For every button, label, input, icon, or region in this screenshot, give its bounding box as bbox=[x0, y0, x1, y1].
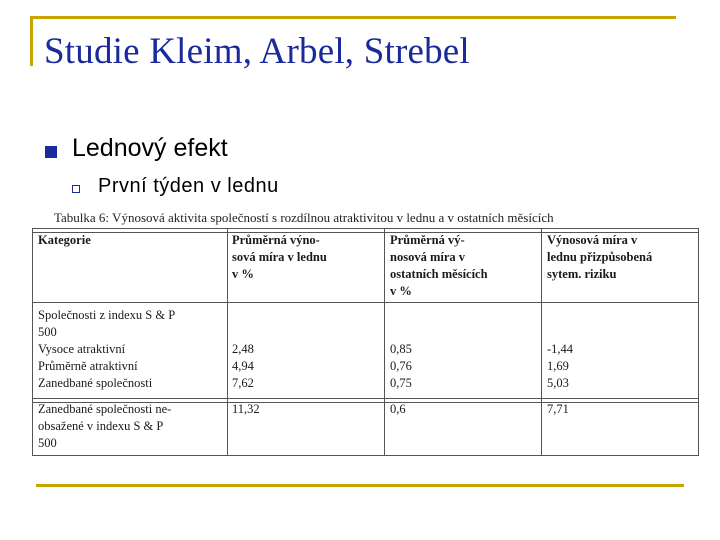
header-col2-line3: v % bbox=[232, 267, 254, 281]
frame-bottom-line bbox=[36, 484, 684, 487]
table-col-line-1 bbox=[227, 228, 228, 456]
table-cell: -1,44 bbox=[547, 342, 574, 356]
table-header-separator bbox=[32, 302, 699, 303]
frame-top-line bbox=[30, 16, 676, 19]
header-col4-line2: lednu přizpůsobená bbox=[547, 250, 653, 264]
header-kategorie bbox=[38, 232, 91, 249]
table-cell: 500 bbox=[38, 436, 57, 450]
header-col3-line3: ostatních měsících bbox=[390, 267, 488, 281]
table-border-top bbox=[32, 228, 699, 229]
table-border-bottom bbox=[32, 455, 699, 456]
table-group-separator bbox=[32, 398, 699, 399]
table-cell bbox=[232, 324, 254, 341]
table-cell: 11,32 bbox=[232, 402, 260, 416]
hollow-square-bullet-icon bbox=[72, 185, 80, 193]
group2-other-months-value bbox=[390, 401, 406, 418]
header-col2-line2: sová míra v lednu bbox=[232, 250, 327, 264]
group1-january-values bbox=[232, 307, 254, 392]
header-other-months-return bbox=[390, 232, 538, 300]
header-col3-line4: v % bbox=[390, 284, 412, 298]
group2-january-value bbox=[232, 401, 260, 418]
group1-other-months-values bbox=[390, 307, 412, 392]
square-bullet-icon bbox=[45, 146, 57, 158]
bullet-level2-text: První týden v lednu bbox=[98, 175, 279, 197]
slide-title: Studie Kleim, Arbel, Strebel bbox=[44, 31, 470, 72]
table-cell: 5,03 bbox=[547, 376, 569, 390]
table-cell: 0,76 bbox=[390, 359, 412, 373]
header-january-return bbox=[232, 232, 380, 283]
header-col4-line1: Výnosová míra v bbox=[547, 233, 638, 247]
table-cell bbox=[547, 324, 573, 341]
table-caption: Tabulka 6: Výnosová aktivita společností s rozdílnou atraktivitou v lednu a v ostatních měsících bbox=[54, 210, 554, 225]
header-col4-line3: sytem. riziku bbox=[547, 267, 617, 281]
table-cell: 500 bbox=[38, 325, 57, 339]
table-cell: 0,85 bbox=[390, 342, 412, 356]
table-cell: 1,69 bbox=[547, 359, 569, 373]
table-cell: 7,71 bbox=[547, 402, 569, 416]
header-col3-line2: nosová míra v bbox=[390, 250, 465, 264]
group2-categories bbox=[38, 401, 171, 452]
header-risk-adjusted-return bbox=[547, 232, 695, 283]
bullet-level1-text: Lednový efekt bbox=[72, 134, 228, 162]
table-cell: Vysoce atraktivní bbox=[38, 342, 126, 356]
returns-table bbox=[32, 228, 699, 456]
table-col-line-4 bbox=[698, 228, 699, 456]
table-col-line-2 bbox=[384, 228, 385, 456]
table-cell bbox=[390, 307, 412, 324]
table-cell bbox=[232, 307, 254, 324]
frame-left-line bbox=[30, 16, 33, 66]
group1-categories bbox=[38, 307, 175, 392]
group1-risk-adjusted-values bbox=[547, 307, 573, 392]
table-cell: obsažené v indexu S & P bbox=[38, 419, 164, 433]
table-col-line-3 bbox=[541, 228, 542, 456]
table-cell: 7,62 bbox=[232, 376, 254, 390]
table-cell: 4,94 bbox=[232, 359, 254, 373]
header-kategorie-line: Kategorie bbox=[38, 233, 91, 247]
header-col2-line1: Průměrná výno- bbox=[232, 233, 320, 247]
table-cell: Průměrně atraktivní bbox=[38, 359, 138, 373]
header-col3-line1: Průměrná vý- bbox=[390, 233, 465, 247]
table-cell: Společnosti z indexu S & P bbox=[38, 308, 176, 322]
table-cell bbox=[547, 307, 573, 324]
table-cell: 0,6 bbox=[390, 402, 406, 416]
table-cell: Zanedbané společnosti ne- bbox=[38, 402, 172, 416]
table-cell bbox=[390, 324, 412, 341]
table-col-line-0 bbox=[32, 228, 33, 456]
group2-risk-adjusted-value bbox=[547, 401, 569, 418]
table-cell: Zanedbané společnosti bbox=[38, 376, 153, 390]
table-cell: 0,75 bbox=[390, 376, 412, 390]
table-cell: 2,48 bbox=[232, 342, 254, 356]
